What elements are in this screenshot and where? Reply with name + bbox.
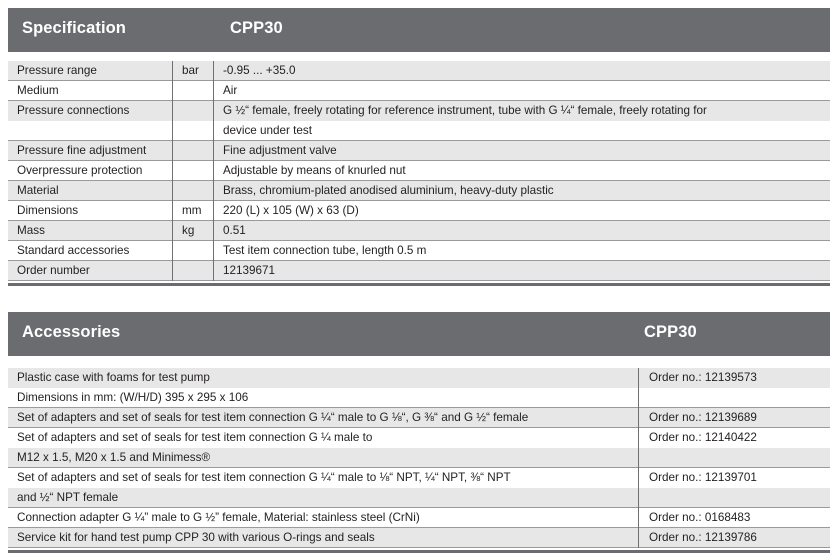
table-row [8,121,830,141]
spec-property-cell: Standard accessories [17,244,130,257]
table-row [8,468,830,488]
spec-property-cell: Pressure fine adjustment [17,144,147,157]
table-row [8,201,830,221]
accessory-description-cell: Plastic case with foams for test pump [17,371,210,384]
accessory-order-number-cell [640,388,838,408]
table-row [8,388,830,408]
accessory-description-cell: Service kit for hand test pump CPP 30 with various O-rings and seals [17,531,375,544]
spec-value-cell: G ½“ female, freely rotating for reference instrument, tube with G ¼“ female, freely rotating for [223,104,707,117]
accessory-description-cell: M12 x 1.5, M20 x 1.5 and Minimess® [17,451,211,464]
spec-value-cell: device under test [223,124,313,137]
spec-property-cell: Dimensions [17,204,79,217]
accessories-header-bar [8,312,830,356]
spec-value-cell: Fine adjustment valve [223,144,337,157]
column-divider-1 [172,61,173,281]
table-row [8,488,830,508]
table-row [8,528,830,548]
spec-value-cell: Adjustable by means of knurled nut [223,164,406,177]
table-row [8,161,830,181]
specification-table [8,61,830,283]
spec-property-cell: Mass [17,224,45,237]
spec-unit-cell: kg [182,224,195,237]
accessory-description-cell: Set of adapters and set of seals for test item connection G ¼“ male to ⅛“ NPT, ¼“ NPT, ⅜“ NPT [17,471,511,484]
accessory-order-number-cell [640,448,838,468]
accessory-order-number-cell: Order no.: 12139786 [649,531,757,544]
accessory-order-number-cell: Order no.: 0168483 [649,511,751,524]
accessory-description-cell: and ½“ NPT female [17,491,119,504]
specification-product: CPP30 [230,19,283,37]
accessories-product: CPP30 [644,323,697,341]
spec-unit-cell: mm [182,204,202,217]
table-row [8,448,830,468]
accessories-title: Accessories [22,323,121,341]
accessories-table-bottom-rule [8,550,830,553]
table-row [8,181,830,201]
spec-property-cell: Material [17,184,59,197]
specification-table-bottom-rule [8,283,830,286]
accessory-description-cell: Connection adapter G ¼” male to G ½” female, Material: stainless steel (CrNi) [17,511,420,524]
spec-value-cell: 0.51 [223,224,246,237]
spec-property-cell: Medium [17,84,59,97]
accessory-order-number-cell: Order no.: 12139701 [649,471,757,484]
spec-value-cell: Test item connection tube, length 0.5 m [223,244,427,257]
table-row [8,141,830,161]
spec-value-cell: Brass, chromium-plated anodised aluminium, heavy-duty plastic [223,184,554,197]
table-row [8,221,830,241]
table-row [8,408,830,428]
spec-property-cell: Overpressure protection [17,164,143,177]
column-divider-2 [213,61,214,281]
table-row [8,368,830,388]
spec-property-cell: Pressure range [17,64,97,77]
table-row [8,61,830,81]
spec-property-cell: Pressure connections [17,104,130,117]
accessory-description-cell: Set of adapters and set of seals for test item connection G ¼“ male to G ⅛“, G ⅜“ and G ½“ female [17,411,529,424]
accessory-order-number-cell: Order no.: 12139573 [649,371,757,384]
accessory-order-number-cell [640,488,838,508]
spec-unit-cell: bar [182,64,199,77]
spec-property-cell [8,121,181,141]
accessory-order-number-cell: Order no.: 12140422 [649,431,757,444]
accessory-description-cell: Dimensions in mm: (W/H/D) 395 x 295 x 106 [17,391,249,404]
accessories-table [8,368,830,550]
table-row [8,241,830,261]
accessory-order-number-cell: Order no.: 12139689 [649,411,757,424]
table-row [8,101,830,121]
table-row [8,508,830,528]
table-row [8,428,830,448]
spec-value-cell: -0.95 ... +35.0 [223,64,296,77]
specification-title: Specification [22,19,126,37]
table-row [8,261,830,281]
spec-value-cell: 220 (L) x 105 (W) x 63 (D) [223,204,359,217]
spec-value-cell: Air [223,84,238,97]
row-separator [8,280,830,281]
spec-value-cell: 12139671 [223,264,276,277]
table-row [8,81,830,101]
spec-property-cell: Order number [17,264,90,277]
row-separator [8,547,830,548]
specification-header-bar [8,8,830,52]
column-divider-1 [638,368,639,548]
accessory-description-cell: Set of adapters and set of seals for test item connection G ¼ male to [17,431,373,444]
